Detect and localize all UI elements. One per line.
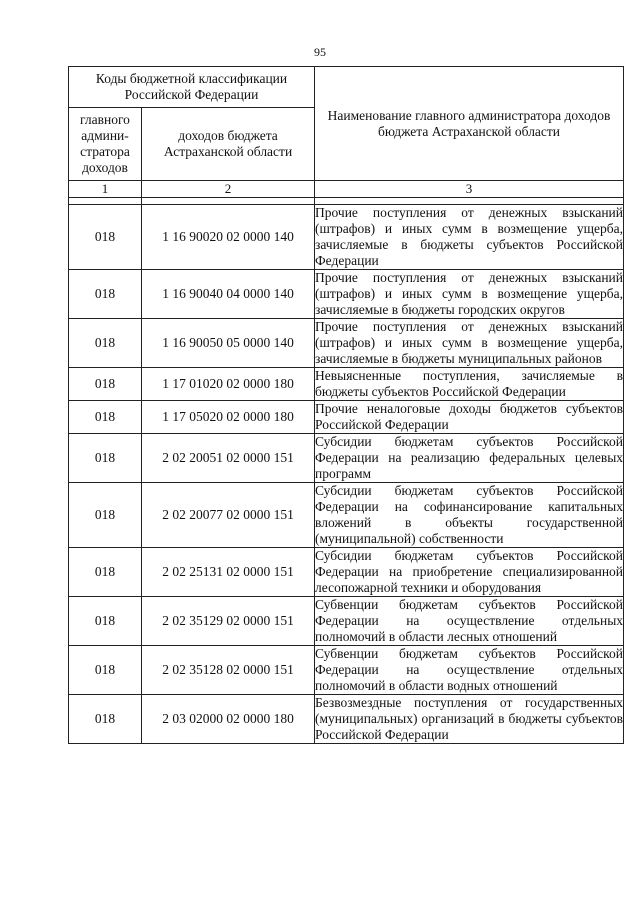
revenue-name-cell: Субсидии бюджетам субъектов Российской Федерации на приобретение специализированной лесопожарной техники и оборудования <box>315 548 624 595</box>
revenue-code-cell: 2 03 02000 02 0000 180 <box>142 695 315 744</box>
table-body <box>69 198 624 744</box>
admin-code-cell: 018 <box>69 434 142 483</box>
admin-code-cell: 018 <box>69 368 142 401</box>
spacer-cell <box>69 198 142 205</box>
revenue-name-cell: Субсидии бюджетам субъектов Российской Федерации на реализацию федеральных целевых программ <box>315 434 624 481</box>
column-number-2: 2 <box>142 181 315 198</box>
table-row <box>69 483 624 548</box>
revenue-code-cell: 2 02 20051 02 0000 151 <box>142 434 315 483</box>
revenue-code-cell: 2 02 35128 02 0000 151 <box>142 646 315 695</box>
table-row <box>69 368 624 401</box>
admin-code-cell: 018 <box>69 205 142 270</box>
revenue-name-cell: Прочие поступления от денежных взысканий (штрафов) и иных сумм в возмещение ущерба, зачисляемые в бюджеты муниципальных районов <box>315 319 624 366</box>
header-budget-revenue: доходов бюджета Астраханской области <box>142 108 315 181</box>
column-number-1: 1 <box>69 181 142 198</box>
revenue-code-cell: 2 02 25131 02 0000 151 <box>142 548 315 597</box>
admin-code-cell: 018 <box>69 270 142 319</box>
page-number: 95 <box>314 45 326 59</box>
header-chief-administrator: главного админи-стратора доходов <box>69 108 142 181</box>
header-administrator-name: Наименование главного администратора доходов бюджета Астраханской области <box>315 67 624 181</box>
revenue-name-cell: Субсидии бюджетам субъектов Российской Федерации на софинансирование капитальных вложений в объекты государственной (муниципальной) собственности <box>315 483 624 546</box>
budget-classification-table <box>68 66 624 744</box>
revenue-code-cell: 2 02 20077 02 0000 151 <box>142 483 315 548</box>
revenue-code-cell: 2 02 35129 02 0000 151 <box>142 597 315 646</box>
revenue-code-cell: 1 16 90050 05 0000 140 <box>142 319 315 368</box>
revenue-code-cell: 1 16 90040 04 0000 140 <box>142 270 315 319</box>
table-row <box>69 270 624 319</box>
admin-code-cell: 018 <box>69 319 142 368</box>
table-row <box>69 319 624 368</box>
revenue-name-cell: Прочие поступления от денежных взысканий (штрафов) и иных сумм в возмещение ущерба, зачисляемые в бюджеты городских округов <box>315 270 624 317</box>
admin-code-cell: 018 <box>69 597 142 646</box>
admin-code-cell: 018 <box>69 401 142 434</box>
spacer-row <box>69 198 624 205</box>
header-codes-group: Коды бюджетной классификации Российской Федерации <box>69 67 315 108</box>
revenue-code-cell: 1 16 90020 02 0000 140 <box>142 205 315 270</box>
revenue-code-cell: 1 17 01020 02 0000 180 <box>142 368 315 401</box>
revenue-name-cell: Субвенции бюджетам субъектов Российской Федерации на осуществление отдельных полномочий в области лесных отношений <box>315 597 624 644</box>
spacer-cell <box>315 198 624 205</box>
column-number-3: 3 <box>315 181 624 198</box>
revenue-code-cell: 1 17 05020 02 0000 180 <box>142 401 315 434</box>
spacer-cell <box>142 198 315 205</box>
table-row <box>69 434 624 483</box>
revenue-name-cell: Невыясненные поступления, зачисляемые в бюджеты субъектов Российской Федерации <box>315 368 624 399</box>
table-row <box>69 695 624 744</box>
admin-code-cell: 018 <box>69 483 142 548</box>
table-row <box>69 646 624 695</box>
table-row <box>69 401 624 434</box>
revenue-name-cell: Безвозмездные поступления от государственных (муниципальных) организаций в бюджеты субъектов Российской Федерации <box>315 695 624 742</box>
revenue-name-cell: Прочие неналоговые доходы бюджетов субъектов Российской Федерации <box>315 401 624 432</box>
admin-code-cell: 018 <box>69 548 142 597</box>
admin-code-cell: 018 <box>69 646 142 695</box>
revenue-name-cell: Субвенции бюджетам субъектов Российской Федерации на осуществление отдельных полномочий в области водных отношений <box>315 646 624 693</box>
admin-code-cell: 018 <box>69 695 142 744</box>
revenue-name-cell: Прочие поступления от денежных взысканий (штрафов) и иных сумм в возмещение ущерба, зачисляемые в бюджеты субъектов Российской Федерации <box>315 205 624 268</box>
table-row <box>69 205 624 270</box>
table-row <box>69 597 624 646</box>
table-row <box>69 548 624 597</box>
